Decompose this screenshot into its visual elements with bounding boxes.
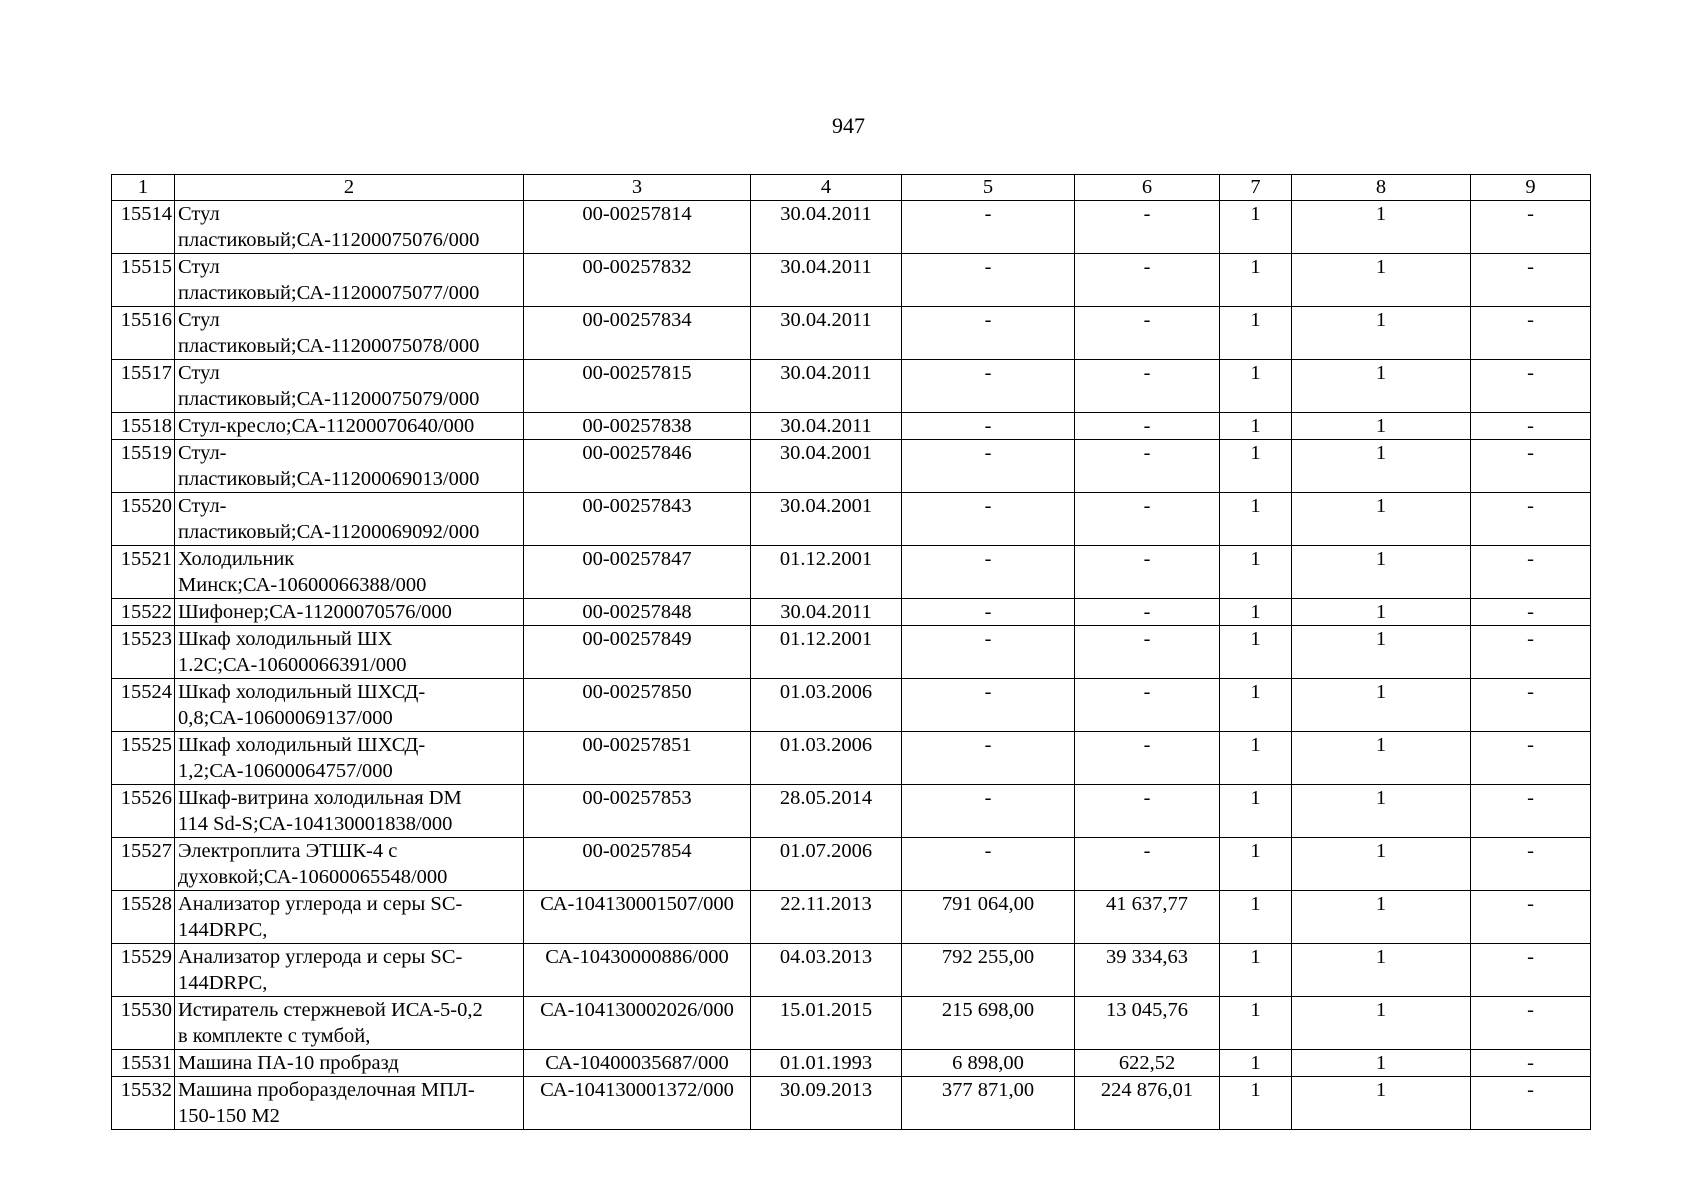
table-row [112, 944, 1591, 997]
date: 30.04.2011 [751, 254, 902, 307]
date: 01.03.2006 [751, 732, 902, 785]
table-row [112, 732, 1591, 785]
row-number: 15519 [112, 440, 175, 493]
table-row [112, 413, 1591, 440]
date: 04.03.2013 [751, 944, 902, 997]
column-header: 8 [1292, 175, 1471, 201]
value-col5: 215 698,00 [902, 997, 1075, 1050]
value-col5: - [902, 307, 1075, 360]
item-name: Холодильник Минск;СА-10600066388/000 [175, 546, 524, 599]
row-number: 15529 [112, 944, 175, 997]
value-col8: 1 [1292, 360, 1471, 413]
value-col6: - [1075, 493, 1220, 546]
value-col9: - [1471, 997, 1591, 1050]
item-name: Стул-кресло;СА-11200070640/000 [175, 413, 524, 440]
value-col7: 1 [1220, 944, 1292, 997]
item-name: Шкаф холодильный ШХ 1.2С;СА-10600066391/000 [175, 626, 524, 679]
value-col8: 1 [1292, 891, 1471, 944]
value-col9: - [1471, 413, 1591, 440]
value-col8: 1 [1292, 944, 1471, 997]
value-col9: - [1471, 307, 1591, 360]
value-col8: 1 [1292, 732, 1471, 785]
value-col5: - [902, 626, 1075, 679]
value-col8: 1 [1292, 546, 1471, 599]
inventory-code: 00-00257832 [524, 254, 751, 307]
value-col8: 1 [1292, 493, 1471, 546]
value-col7: 1 [1220, 493, 1292, 546]
value-col8: 1 [1292, 997, 1471, 1050]
value-col6: - [1075, 546, 1220, 599]
table-row [112, 838, 1591, 891]
value-col6: 622,52 [1075, 1050, 1220, 1077]
value-col5: - [902, 785, 1075, 838]
value-col8: 1 [1292, 599, 1471, 626]
row-number: 15525 [112, 732, 175, 785]
value-col5: - [902, 360, 1075, 413]
item-name: Шкаф-витрина холодильная DM 114 Sd-S;СА-104130001838/000 [175, 785, 524, 838]
value-col7: 1 [1220, 1077, 1292, 1130]
value-col8: 1 [1292, 254, 1471, 307]
value-col7: 1 [1220, 1050, 1292, 1077]
date: 30.04.2011 [751, 599, 902, 626]
date: 01.12.2001 [751, 626, 902, 679]
value-col6: - [1075, 838, 1220, 891]
row-number: 15526 [112, 785, 175, 838]
item-name: Стул пластиковый;СА-11200075076/000 [175, 201, 524, 254]
column-header: 5 [902, 175, 1075, 201]
value-col8: 1 [1292, 1050, 1471, 1077]
date: 01.07.2006 [751, 838, 902, 891]
value-col9: - [1471, 493, 1591, 546]
row-number: 15521 [112, 546, 175, 599]
value-col6: - [1075, 440, 1220, 493]
item-name: Стул пластиковый;СА-11200075079/000 [175, 360, 524, 413]
value-col7: 1 [1220, 546, 1292, 599]
row-number: 15520 [112, 493, 175, 546]
table-header-row [112, 175, 1591, 201]
value-col5: - [902, 254, 1075, 307]
table-row [112, 1050, 1591, 1077]
value-col6: - [1075, 201, 1220, 254]
value-col5: - [902, 413, 1075, 440]
inventory-code: СА-104130001372/000 [524, 1077, 751, 1130]
table-row [112, 679, 1591, 732]
item-name: Стул- пластиковый;СА-11200069092/000 [175, 493, 524, 546]
value-col8: 1 [1292, 307, 1471, 360]
date: 30.04.2011 [751, 360, 902, 413]
table-row [112, 201, 1591, 254]
value-col6: - [1075, 785, 1220, 838]
value-col8: 1 [1292, 1077, 1471, 1130]
value-col5: - [902, 546, 1075, 599]
inventory-code: 00-00257847 [524, 546, 751, 599]
value-col9: - [1471, 679, 1591, 732]
value-col9: - [1471, 626, 1591, 679]
value-col9: - [1471, 440, 1591, 493]
value-col9: - [1471, 546, 1591, 599]
inventory-code: СА-104130001507/000 [524, 891, 751, 944]
value-col5: - [902, 838, 1075, 891]
column-header: 4 [751, 175, 902, 201]
item-name: Анализатор углерода и серы SC- 144DRPC, [175, 944, 524, 997]
column-header: 2 [175, 175, 524, 201]
column-header: 7 [1220, 175, 1292, 201]
value-col7: 1 [1220, 440, 1292, 493]
value-col9: - [1471, 1077, 1591, 1130]
value-col6: - [1075, 307, 1220, 360]
value-col7: 1 [1220, 201, 1292, 254]
value-col9: - [1471, 201, 1591, 254]
value-col9: - [1471, 360, 1591, 413]
value-col7: 1 [1220, 254, 1292, 307]
item-name: Стул- пластиковый;СА-11200069013/000 [175, 440, 524, 493]
value-col9: - [1471, 599, 1591, 626]
row-number: 15517 [112, 360, 175, 413]
value-col7: 1 [1220, 360, 1292, 413]
row-number: 15527 [112, 838, 175, 891]
table-row [112, 1077, 1591, 1130]
value-col6: - [1075, 254, 1220, 307]
value-col5: - [902, 732, 1075, 785]
inventory-code: 00-00257838 [524, 413, 751, 440]
value-col5: 6 898,00 [902, 1050, 1075, 1077]
value-col9: - [1471, 1050, 1591, 1077]
date: 01.12.2001 [751, 546, 902, 599]
row-number: 15523 [112, 626, 175, 679]
value-col5: 377 871,00 [902, 1077, 1075, 1130]
value-col9: - [1471, 785, 1591, 838]
value-col7: 1 [1220, 413, 1292, 440]
value-col6: - [1075, 413, 1220, 440]
value-col7: 1 [1220, 732, 1292, 785]
row-number: 15522 [112, 599, 175, 626]
value-col8: 1 [1292, 838, 1471, 891]
row-number: 15515 [112, 254, 175, 307]
inventory-code: 00-00257848 [524, 599, 751, 626]
table-row [112, 599, 1591, 626]
date: 30.04.2011 [751, 201, 902, 254]
inventory-code: СА-10430000886/000 [524, 944, 751, 997]
date: 30.04.2001 [751, 493, 902, 546]
date: 30.04.2011 [751, 307, 902, 360]
value-col8: 1 [1292, 440, 1471, 493]
table-row [112, 891, 1591, 944]
date: 28.05.2014 [751, 785, 902, 838]
value-col5: - [902, 679, 1075, 732]
value-col9: - [1471, 732, 1591, 785]
column-header: 6 [1075, 175, 1220, 201]
date: 15.01.2015 [751, 997, 902, 1050]
table-row [112, 307, 1591, 360]
table-row [112, 493, 1591, 546]
inventory-code: 00-00257846 [524, 440, 751, 493]
table-row [112, 997, 1591, 1050]
value-col7: 1 [1220, 626, 1292, 679]
inventory-code: 00-00257850 [524, 679, 751, 732]
value-col9: - [1471, 254, 1591, 307]
row-number: 15516 [112, 307, 175, 360]
row-number: 15530 [112, 997, 175, 1050]
row-number: 15531 [112, 1050, 175, 1077]
inventory-code: 00-00257815 [524, 360, 751, 413]
value-col6: 39 334,63 [1075, 944, 1220, 997]
value-col5: - [902, 493, 1075, 546]
inventory-code: 00-00257853 [524, 785, 751, 838]
item-name: Машина ПА-10 пробразд [175, 1050, 524, 1077]
value-col7: 1 [1220, 679, 1292, 732]
value-col8: 1 [1292, 626, 1471, 679]
value-col5: - [902, 440, 1075, 493]
value-col8: 1 [1292, 201, 1471, 254]
item-name: Стул пластиковый;СА-11200075078/000 [175, 307, 524, 360]
item-name: Электроплита ЭТШК-4 с духовкой;СА-10600065548/000 [175, 838, 524, 891]
row-number: 15528 [112, 891, 175, 944]
date: 30.09.2013 [751, 1077, 902, 1130]
column-header: 9 [1471, 175, 1591, 201]
value-col6: - [1075, 732, 1220, 785]
value-col6: - [1075, 360, 1220, 413]
date: 01.01.1993 [751, 1050, 902, 1077]
inventory-code: 00-00257849 [524, 626, 751, 679]
inventory-code: СА-10400035687/000 [524, 1050, 751, 1077]
value-col5: - [902, 201, 1075, 254]
inventory-table [111, 174, 1591, 1130]
inventory-code: 00-00257854 [524, 838, 751, 891]
value-col7: 1 [1220, 307, 1292, 360]
inventory-code: 00-00257843 [524, 493, 751, 546]
inventory-code: 00-00257851 [524, 732, 751, 785]
value-col7: 1 [1220, 891, 1292, 944]
value-col5: 791 064,00 [902, 891, 1075, 944]
column-header: 1 [112, 175, 175, 201]
value-col6: - [1075, 599, 1220, 626]
page-number: 947 [832, 113, 865, 138]
row-number: 15524 [112, 679, 175, 732]
row-number: 15514 [112, 201, 175, 254]
column-header: 3 [524, 175, 751, 201]
table-row [112, 546, 1591, 599]
item-name: Машина проборазделочная МПЛ- 150-150 М2 [175, 1077, 524, 1130]
item-name: Шифонер;СА-11200070576/000 [175, 599, 524, 626]
value-col8: 1 [1292, 679, 1471, 732]
table-row [112, 785, 1591, 838]
inventory-code: 00-00257834 [524, 307, 751, 360]
row-number: 15532 [112, 1077, 175, 1130]
item-name: Анализатор углерода и серы SC- 144DRPC, [175, 891, 524, 944]
item-name: Шкаф холодильный ШХСД- 1,2;СА-10600064757/000 [175, 732, 524, 785]
date: 01.03.2006 [751, 679, 902, 732]
value-col7: 1 [1220, 785, 1292, 838]
value-col6: 13 045,76 [1075, 997, 1220, 1050]
value-col6: - [1075, 626, 1220, 679]
date: 30.04.2001 [751, 440, 902, 493]
date: 30.04.2011 [751, 413, 902, 440]
table-row [112, 626, 1591, 679]
value-col9: - [1471, 944, 1591, 997]
value-col7: 1 [1220, 599, 1292, 626]
table-row [112, 440, 1591, 493]
item-name: Истиратель стержневой ИСА-5-0,2 в комплекте с тумбой, [175, 997, 524, 1050]
inventory-code: СА-104130002026/000 [524, 997, 751, 1050]
item-name: Стул пластиковый;СА-11200075077/000 [175, 254, 524, 307]
value-col7: 1 [1220, 838, 1292, 891]
row-number: 15518 [112, 413, 175, 440]
value-col6: 224 876,01 [1075, 1077, 1220, 1130]
item-name: Шкаф холодильный ШХСД- 0,8;СА-10600069137/000 [175, 679, 524, 732]
value-col8: 1 [1292, 413, 1471, 440]
inventory-code: 00-00257814 [524, 201, 751, 254]
date: 22.11.2013 [751, 891, 902, 944]
value-col7: 1 [1220, 997, 1292, 1050]
value-col6: 41 637,77 [1075, 891, 1220, 944]
value-col9: - [1471, 891, 1591, 944]
value-col9: - [1471, 838, 1591, 891]
table-row [112, 254, 1591, 307]
value-col5: 792 255,00 [902, 944, 1075, 997]
value-col6: - [1075, 679, 1220, 732]
table-row [112, 360, 1591, 413]
value-col8: 1 [1292, 785, 1471, 838]
value-col5: - [902, 599, 1075, 626]
